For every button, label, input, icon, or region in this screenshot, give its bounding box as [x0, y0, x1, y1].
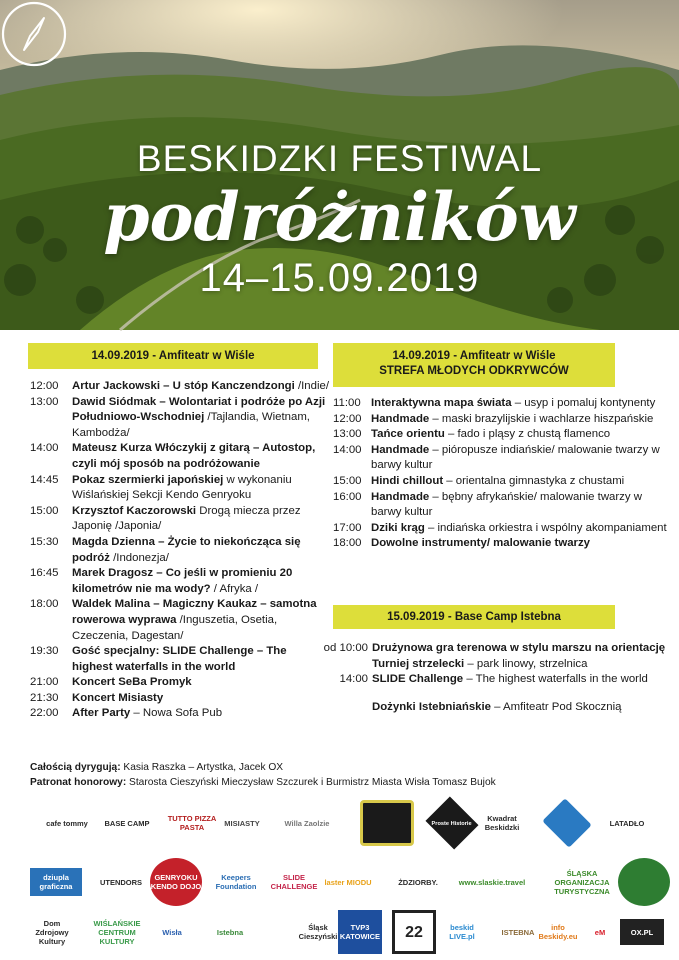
- credits: [30, 760, 670, 790]
- schedule-row: [30, 379, 330, 395]
- kids-schedule: [333, 396, 673, 552]
- schedule-time: 18:00: [30, 598, 59, 611]
- festival-title: BESKIDZKI FESTIWAL: [136, 138, 543, 179]
- schedule-time: 15:00: [333, 474, 362, 487]
- schedule-row: [314, 672, 674, 688]
- sponsor-logo: ŻDZIORBY.: [398, 877, 438, 887]
- kids-header-line1: 14.09.2019 - Amfiteatr w Wiśle: [392, 350, 556, 362]
- sponsor-logo: cafe tommy: [46, 818, 88, 828]
- sponsor-logo: BASE CAMP: [104, 818, 150, 828]
- sponsor-logo: LATADŁO: [609, 818, 645, 828]
- sponsor-logo: GENRYOKU KENDO DOJO: [150, 858, 202, 906]
- schedule-time: 13:00: [30, 395, 59, 408]
- schedule-title: Waldek Malina – Magiczny Kaukaz – samotna rowerowa wyprawa: [72, 598, 317, 626]
- sponsor-logo: [542, 798, 591, 847]
- schedule-row: [333, 474, 673, 490]
- schedule-row: [333, 412, 673, 428]
- schedule-row: [314, 641, 674, 657]
- schedule-title: Koncert SeBa Promyk: [72, 676, 192, 689]
- schedule-detail: – Amfiteatr Pod Skocznią: [491, 700, 622, 713]
- schedule-time: 14:00: [339, 673, 368, 686]
- schedule-row: [333, 427, 673, 443]
- schedule-title: Handmade: [371, 412, 430, 425]
- patronage-line: Patronat honorowy: Starosta Cieszyński Mieczysław Szczurek i Burmistrz Miasta Wisła Tomasz Bujok: [30, 777, 496, 788]
- schedule-title: Interaktywna mapa świata: [371, 397, 512, 409]
- schedule-time: od 10:00: [323, 642, 368, 654]
- schedule-detail: /Indie/: [294, 380, 329, 392]
- schedule-title: Gość specjalny: SLIDE Challenge – The highest waterfalls in the world: [72, 645, 287, 673]
- sponsor-logo: www.slaskie.travel: [458, 877, 526, 887]
- sponsor-logo: Kwadrat Beskidzki: [484, 814, 520, 832]
- schedule-title: Magda Dzienna – Życie to niekończąca się podróż: [72, 535, 301, 564]
- schedule-row: [30, 504, 330, 535]
- schedule-time: 11:00: [333, 397, 361, 409]
- sponsor-logo: beskid LIVE.pl: [449, 923, 475, 941]
- schedule-title: Dziki krąg: [371, 521, 425, 534]
- schedule-row: [333, 536, 673, 552]
- schedule-row: [30, 675, 330, 691]
- schedule-detail: – fado i pląsy z chustą flamenco: [444, 428, 611, 441]
- sponsor-logo: Willa Zaolzie: [284, 818, 330, 828]
- schedule-row: [30, 473, 330, 504]
- day1-schedule: [30, 379, 330, 722]
- day2-schedule: [314, 641, 674, 715]
- sponsor-logo: info Beskidy.eu: [538, 923, 578, 941]
- schedule-row: [30, 395, 330, 442]
- schedule-time: 22:00: [30, 707, 59, 720]
- schedule-time: 14:45: [30, 473, 59, 486]
- schedule-time: 14:00: [30, 442, 59, 455]
- hero-banner: [0, 0, 679, 330]
- schedule-title: Marek Dragosz – Co jeśli w promieniu 20 kilometrów nie ma wody?: [72, 567, 293, 595]
- schedule-title: Handmade: [371, 490, 430, 503]
- sponsor-logo: Proste Historie: [425, 796, 478, 849]
- schedule-row: [30, 644, 330, 675]
- kids-header-line2: STREFA MŁODYCH ODKRYWCÓW: [379, 365, 569, 377]
- schedule-detail: – orientalna gimnastyka z chustami: [443, 474, 625, 487]
- schedule-detail: – park linowy, strzelnica: [464, 657, 588, 670]
- schedule-title: Dawid Siódmak – Wolontariat i podróże po Azji Południowo-Wschodniej: [72, 395, 326, 424]
- schedule-time: 16:00: [333, 490, 362, 503]
- day1-header: 14.09.2019 - Amfiteatr w Wiśle: [28, 343, 318, 369]
- schedule-time: 18:00: [333, 537, 362, 550]
- schedule-row: [30, 535, 330, 566]
- schedule-detail: – bębny afrykańskie/ malowanie twarzy w barwy kultur: [371, 490, 642, 519]
- schedule-row: [30, 706, 330, 722]
- sponsor-logo: laster MIODU: [324, 877, 372, 887]
- schedule-detail: /Indonezja/: [109, 551, 169, 564]
- schedule-title: Dożynki Istebniańskie: [372, 700, 492, 713]
- sponsor-logo: [618, 858, 670, 906]
- sponsor-logo: Dom Zdrojowy Kultury: [35, 918, 69, 946]
- sponsor-logo: WIŚLAŃSKIE CENTRUM KULTURY: [93, 918, 141, 946]
- schedule-row: [333, 443, 673, 474]
- schedule-row: [30, 691, 330, 707]
- schedule-time: 13:00: [333, 428, 362, 441]
- sponsor-logo: eM: [594, 927, 606, 937]
- schedule-title: SLIDE Challenge: [372, 673, 464, 686]
- sponsor-logo: ISTEBNA: [501, 927, 535, 937]
- sponsor-logo: UTENDORS: [99, 877, 143, 887]
- schedule-row: [314, 657, 674, 673]
- schedule-row: [314, 700, 674, 716]
- schedule-title: Krzysztof Kaczorowski: [72, 504, 197, 517]
- sponsor-logo: Śląsk Cieszyński: [298, 923, 338, 941]
- schedule-row: [333, 521, 673, 537]
- schedule-detail: /Tajlandia, Wietnam, Kambodża/: [72, 411, 310, 439]
- conductor-line: Całością dyrygują: Kasia Raszka – Artystka, Jacek OX: [30, 762, 284, 773]
- schedule-detail: /Inguszetia, Osetia, Czeczenia, Dagestan/: [72, 613, 278, 642]
- schedule-title: Hindi chillout: [371, 474, 444, 487]
- schedule-title: Handmade: [371, 443, 430, 456]
- hero-text: [0, 0, 679, 330]
- festival-subtitle: podróżników: [103, 178, 576, 256]
- schedule-time: [314, 657, 372, 673]
- schedule-time: 12:00: [30, 380, 59, 392]
- schedule-row: [333, 396, 673, 412]
- sponsor-logo: Wisła: [162, 927, 182, 937]
- schedule-title: Dowolne instrumenty/ malowanie twarzy: [371, 537, 590, 550]
- sponsor-logo: dziupla graficzna: [30, 868, 82, 896]
- sponsor-logo: Keepers Foundation: [215, 873, 257, 891]
- schedule-time: 17:00: [333, 521, 362, 534]
- sponsor-logo: Istebna: [216, 927, 244, 937]
- schedule-row: [30, 566, 330, 597]
- schedule-title: Pokaz szermierki japońskiej: [72, 473, 224, 486]
- sponsor-logo: SLIDE CHALLENGE: [270, 873, 318, 891]
- schedule-time: 16:45: [30, 567, 59, 580]
- schedule-detail: – indiańska orkiestra i wspólny akompaniament: [424, 521, 667, 534]
- sponsor-logo: TUTTO PIZZA PASTA: [167, 814, 217, 832]
- schedule-title: Artur Jackowski – U stóp Kanczendzongi: [72, 380, 295, 392]
- schedule-row: [333, 490, 673, 521]
- schedule-time: 19:30: [30, 645, 59, 658]
- schedule-time: [314, 700, 372, 716]
- sponsor-logo: 22: [392, 910, 436, 954]
- schedule-title: Koncert Misiasty: [72, 691, 164, 704]
- schedule-detail: – The highest waterfalls in the world: [463, 673, 648, 686]
- schedule-detail: w wykonaniu Wiślańskiej Sekcji Kendo Genryoku: [72, 473, 292, 502]
- schedule-detail: – maski brazylijskie i wachlarze hiszpańskie: [429, 412, 654, 425]
- schedule-title: Mateusz Kurza Włóczykij z gitarą – Autostop, czyli mój sposób na podróżowanie: [72, 442, 316, 470]
- sponsor-logo: ŚLĄSKA ORGANIZACJA TURYSTYCZNA: [554, 868, 610, 896]
- schedule-time: 15:30: [30, 535, 59, 548]
- schedule-time: 12:00: [333, 412, 362, 425]
- schedule-time: 14:00: [333, 443, 362, 456]
- sponsor-logo: MISIASTY: [224, 818, 260, 828]
- schedule-detail: – Nowa Sofa Pub: [130, 707, 223, 720]
- schedule-time: 15:00: [30, 504, 59, 517]
- schedule-row: [30, 597, 330, 644]
- day2-header: 15.09.2019 - Base Camp Istebna: [333, 605, 615, 629]
- schedule-title: Turniej strzelecki: [372, 657, 465, 670]
- sponsor-logo: [360, 800, 414, 846]
- schedule-detail: / Afryka /: [210, 582, 259, 595]
- schedule-detail: – usyp i pomaluj kontynenty: [511, 397, 656, 409]
- schedule-row: [30, 441, 330, 472]
- schedule-title: Drużynowa gra terenowa w stylu marszu na orientację: [372, 642, 666, 654]
- schedule-detail: – pióropusze indiańskie/ malowanie twarzy w barwy kultur: [371, 443, 660, 472]
- sponsor-logos: [0, 800, 679, 960]
- sponsor-logo: TVP3 KATOWICE: [338, 910, 382, 954]
- schedule-title: Tańce orientu: [371, 428, 445, 441]
- schedule-time: 21:30: [30, 691, 59, 704]
- festival-dates: 14–15.09.2019: [199, 256, 480, 300]
- schedule-title: After Party: [72, 707, 131, 720]
- schedule-time: 21:00: [30, 676, 59, 689]
- kids-header: [333, 343, 615, 387]
- schedule-detail: Drogą miecza przez Japonię /Japonia/: [72, 504, 301, 533]
- sponsor-logo: OX.PL: [620, 919, 664, 945]
